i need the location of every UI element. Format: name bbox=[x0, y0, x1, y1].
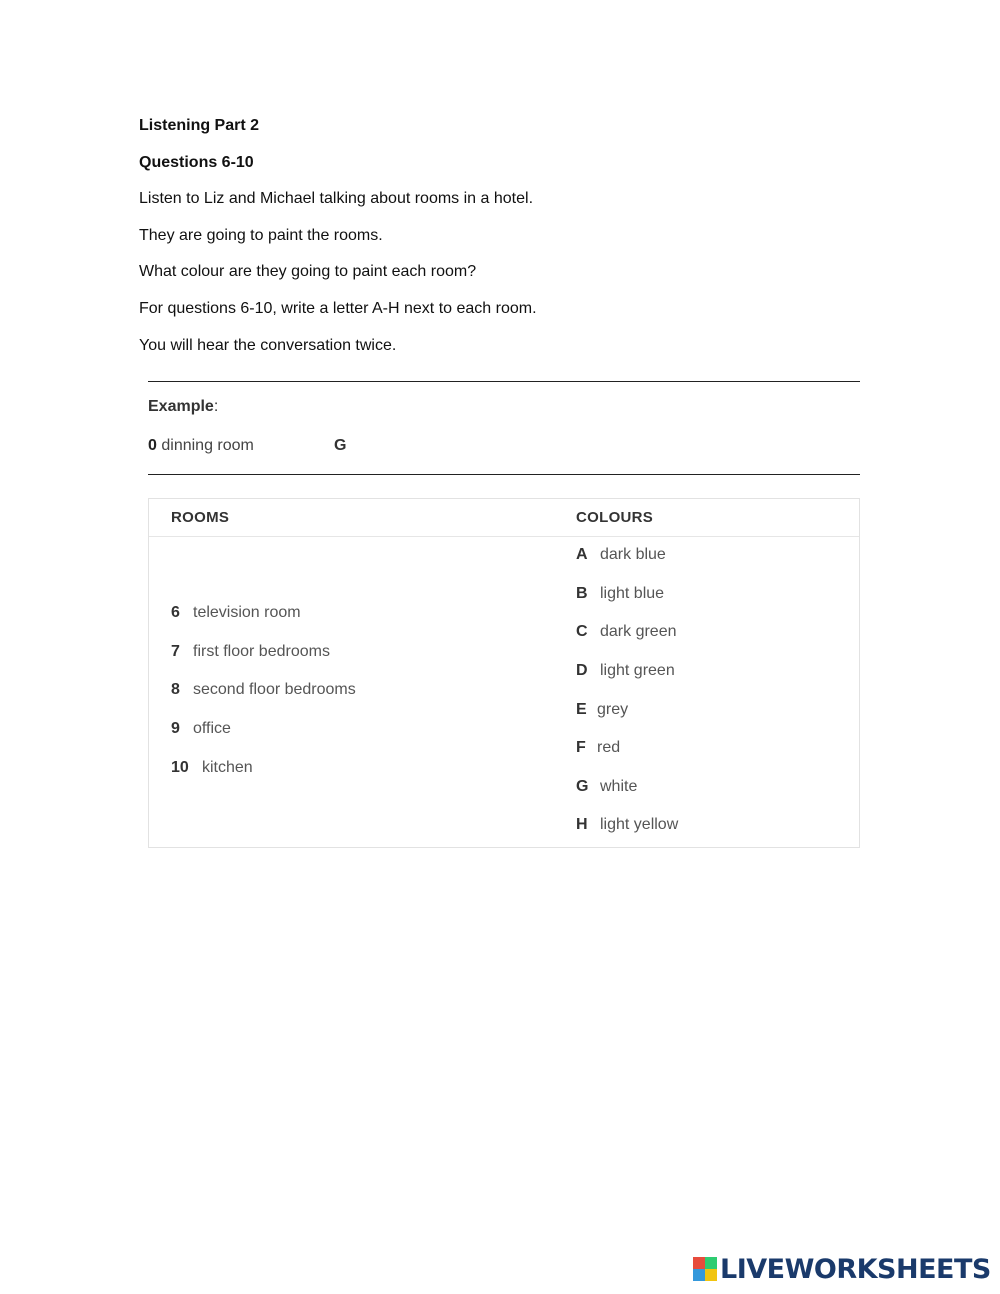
example-answer: G bbox=[334, 437, 347, 454]
liveworksheets-logo-icon bbox=[693, 1257, 717, 1281]
room-item-7: 7 first floor bedrooms bbox=[171, 643, 330, 660]
rooms-colours-table bbox=[148, 498, 860, 848]
colour-item-f: F red bbox=[576, 739, 621, 756]
colour-item-e: E grey bbox=[576, 701, 629, 718]
colour-item-g: G white bbox=[576, 778, 638, 795]
colour-item-b: B light blue bbox=[576, 585, 665, 602]
room-item-6: 6 television room bbox=[171, 604, 301, 621]
colours-header: COLOURS bbox=[576, 509, 654, 526]
colour-item-c: C dark green bbox=[576, 623, 677, 640]
instruction-2: They are going to paint the rooms. bbox=[139, 227, 383, 244]
colour-item-h: H light yellow bbox=[576, 816, 679, 833]
colour-item-d: D light green bbox=[576, 662, 675, 679]
liveworksheets-logo bbox=[693, 1253, 991, 1285]
colour-item-a: A dark blue bbox=[576, 546, 666, 563]
example-item: 0 dinning room bbox=[148, 437, 254, 454]
instruction-1: Listen to Liz and Michael talking about rooms in a hotel. bbox=[139, 190, 534, 207]
example-title: Example: bbox=[148, 398, 219, 415]
logo-text: LIVEWORKSHEETS bbox=[720, 1253, 991, 1285]
section-title: Listening Part 2 bbox=[139, 117, 260, 134]
room-item-10: 10 kitchen bbox=[171, 759, 253, 776]
instruction-4: For questions 6-10, write a letter A-H next to each room. bbox=[139, 300, 537, 317]
example-top-divider bbox=[148, 381, 860, 382]
instruction-5: You will hear the conversation twice. bbox=[139, 337, 397, 354]
instruction-3: What colour are they going to paint each room? bbox=[139, 263, 477, 280]
rooms-header: ROOMS bbox=[171, 509, 230, 526]
example-bottom-divider bbox=[148, 474, 860, 475]
room-item-9: 9 office bbox=[171, 720, 231, 737]
questions-title: Questions 6-10 bbox=[139, 154, 254, 171]
header-divider bbox=[149, 536, 859, 537]
room-item-8: 8 second floor bedrooms bbox=[171, 681, 356, 698]
